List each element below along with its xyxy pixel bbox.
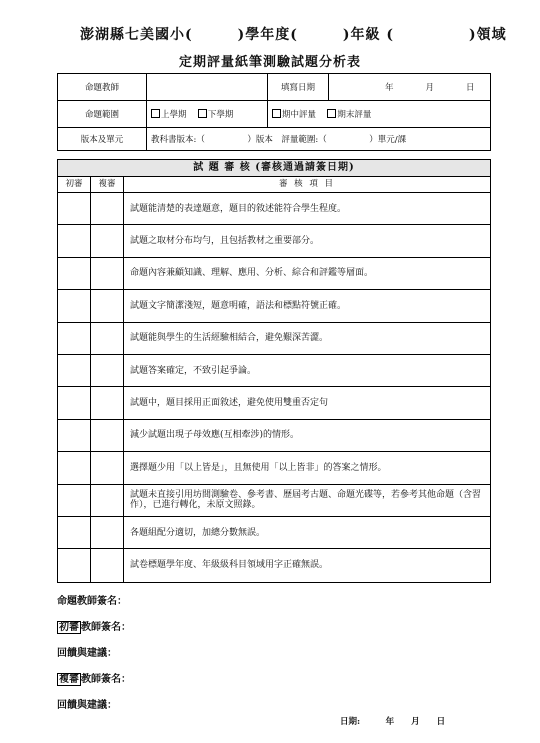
form-title-line1: 澎湖縣七美國小( )學年度( )年級 ( )領域 [80, 27, 507, 43]
review-section-title: 試 題 審 核 (審核通過請簽日期) [58, 160, 490, 177]
review-item: 試題答案確定，不致引起爭論。 [130, 365, 257, 376]
review-item: 試題中，題目採用正面敘述，避免使用雙重否定句 [130, 398, 329, 409]
semester-lower-checkbox[interactable] [198, 109, 207, 118]
review-item: 試題未直接引用坊間測驗卷、參考書、歷屆考古題、命題光碟等，若參考其他命題（含習作），已進行轉化，未原文照錄。 [130, 490, 482, 511]
feedback-2-label: 回饋與建議： [57, 700, 117, 711]
review-row [58, 258, 490, 290]
review-item: 選擇題少用「以上皆是」，且無使用「以上皆非」的答案之情形。 [130, 462, 387, 473]
first-review-column: 初審 [58, 177, 91, 192]
review-column-header [58, 177, 490, 193]
first-review-cell[interactable] [58, 452, 91, 483]
second-review-cell[interactable] [91, 290, 124, 321]
review-items-column: 審 核 項 目 [278, 179, 336, 189]
second-review-cell[interactable] [91, 517, 124, 548]
date-field[interactable] [329, 74, 491, 101]
second-review-tag: 複審 [59, 674, 79, 685]
second-review-signature[interactable] [57, 670, 131, 685]
feedback-1[interactable] [57, 644, 117, 659]
second-review-cell[interactable] [91, 420, 124, 451]
review-row [58, 549, 490, 581]
second-review-cell[interactable] [91, 549, 124, 581]
exam-type-cell [268, 101, 491, 128]
exam-final-label: 期末評量 [337, 110, 372, 120]
second-review-cell[interactable] [91, 387, 124, 418]
teacher-field[interactable] [147, 74, 268, 101]
second-review-cell[interactable] [91, 193, 124, 224]
first-review-cell[interactable] [58, 549, 91, 581]
review-item: 試題能與學生的生活經驗相結合，避免艱深苦澀。 [130, 333, 329, 344]
second-review-cell[interactable] [91, 485, 124, 516]
first-review-cell[interactable] [58, 485, 91, 516]
exam-final-checkbox[interactable] [327, 109, 336, 118]
scope-label: 命題範圍 [58, 101, 147, 128]
date-year: 年 [385, 83, 394, 93]
second-review-cell[interactable] [91, 258, 124, 289]
footer-date: 日期: 年 月 日 [340, 717, 446, 727]
review-row [58, 420, 490, 452]
review-row [58, 517, 490, 549]
review-row [58, 323, 490, 355]
first-review-cell[interactable] [58, 193, 91, 224]
date-day: 日 [466, 83, 475, 93]
first-review-cell[interactable] [58, 387, 91, 418]
second-review-cell[interactable] [91, 323, 124, 354]
teacher-label: 命題教師 [58, 74, 147, 101]
feedback-2[interactable] [57, 696, 117, 711]
review-row [58, 387, 490, 419]
teacher-signature-label: 命題教師簽名： [57, 596, 127, 607]
header-table [57, 73, 491, 151]
review-row [58, 225, 490, 257]
first-review-cell[interactable] [58, 355, 91, 386]
feedback-1-label: 回饋與建議： [57, 648, 117, 659]
review-item: 試題能清楚的表達題意，題目的敘述能符合學生程度。 [130, 203, 347, 214]
exam-mid-label: 期中評量 [282, 110, 317, 120]
review-item: 試題之取材分布均勻，且包括教材之重要部分。 [130, 236, 320, 247]
review-row [58, 193, 490, 225]
review-row [58, 485, 490, 517]
review-item: 命題內容兼顧知識、理解、應用、分析、綜合和評鑑等層面。 [130, 268, 374, 279]
date-month: 月 [425, 83, 435, 93]
first-review-cell[interactable] [58, 225, 91, 256]
first-review-tag: 初審 [59, 622, 79, 633]
review-row [58, 452, 490, 484]
second-review-cell[interactable] [91, 225, 124, 256]
review-row [58, 355, 490, 387]
second-review-cell[interactable] [91, 452, 124, 483]
exam-mid-checkbox[interactable] [272, 109, 281, 118]
semester-upper-checkbox[interactable] [151, 109, 160, 118]
review-item: 試題文字簡潔淺短，題意明確，語法和標點符號正確。 [130, 300, 347, 311]
review-item: 減少試題出現子母效應(互相牽涉)的情形。 [130, 430, 300, 441]
teacher-signature[interactable] [57, 592, 127, 607]
first-review-signature[interactable] [57, 618, 131, 633]
second-review-column: 複審 [91, 177, 124, 192]
second-review-signature-label: 教師簽名： [81, 674, 131, 685]
review-item: 試卷標題學年度、年級級科目領域用字正確無誤。 [130, 560, 329, 571]
review-row [58, 290, 490, 322]
first-review-cell[interactable] [58, 420, 91, 451]
first-review-cell[interactable] [58, 323, 91, 354]
first-review-cell[interactable] [58, 258, 91, 289]
form-title-line2: 定期評量紙筆測驗試題分析表 [178, 55, 361, 70]
semester-cell [147, 101, 268, 128]
semester-lower-label: 下學期 [207, 110, 234, 120]
semester-upper-label: 上學期 [161, 110, 187, 120]
first-review-signature-label: 教師簽名： [81, 622, 131, 633]
second-review-cell[interactable] [91, 355, 124, 386]
first-review-cell[interactable] [58, 290, 91, 321]
version-field[interactable]: 教科書版本:（ ）版本 評量範圍:（ ）單元/課 [147, 128, 491, 151]
version-label: 版本及單元 [58, 128, 147, 151]
date-label: 填寫日期 [268, 74, 329, 101]
first-review-cell[interactable] [58, 517, 91, 548]
review-item: 各題組配分適切，加總分數無誤。 [130, 527, 266, 538]
review-table [57, 159, 491, 583]
